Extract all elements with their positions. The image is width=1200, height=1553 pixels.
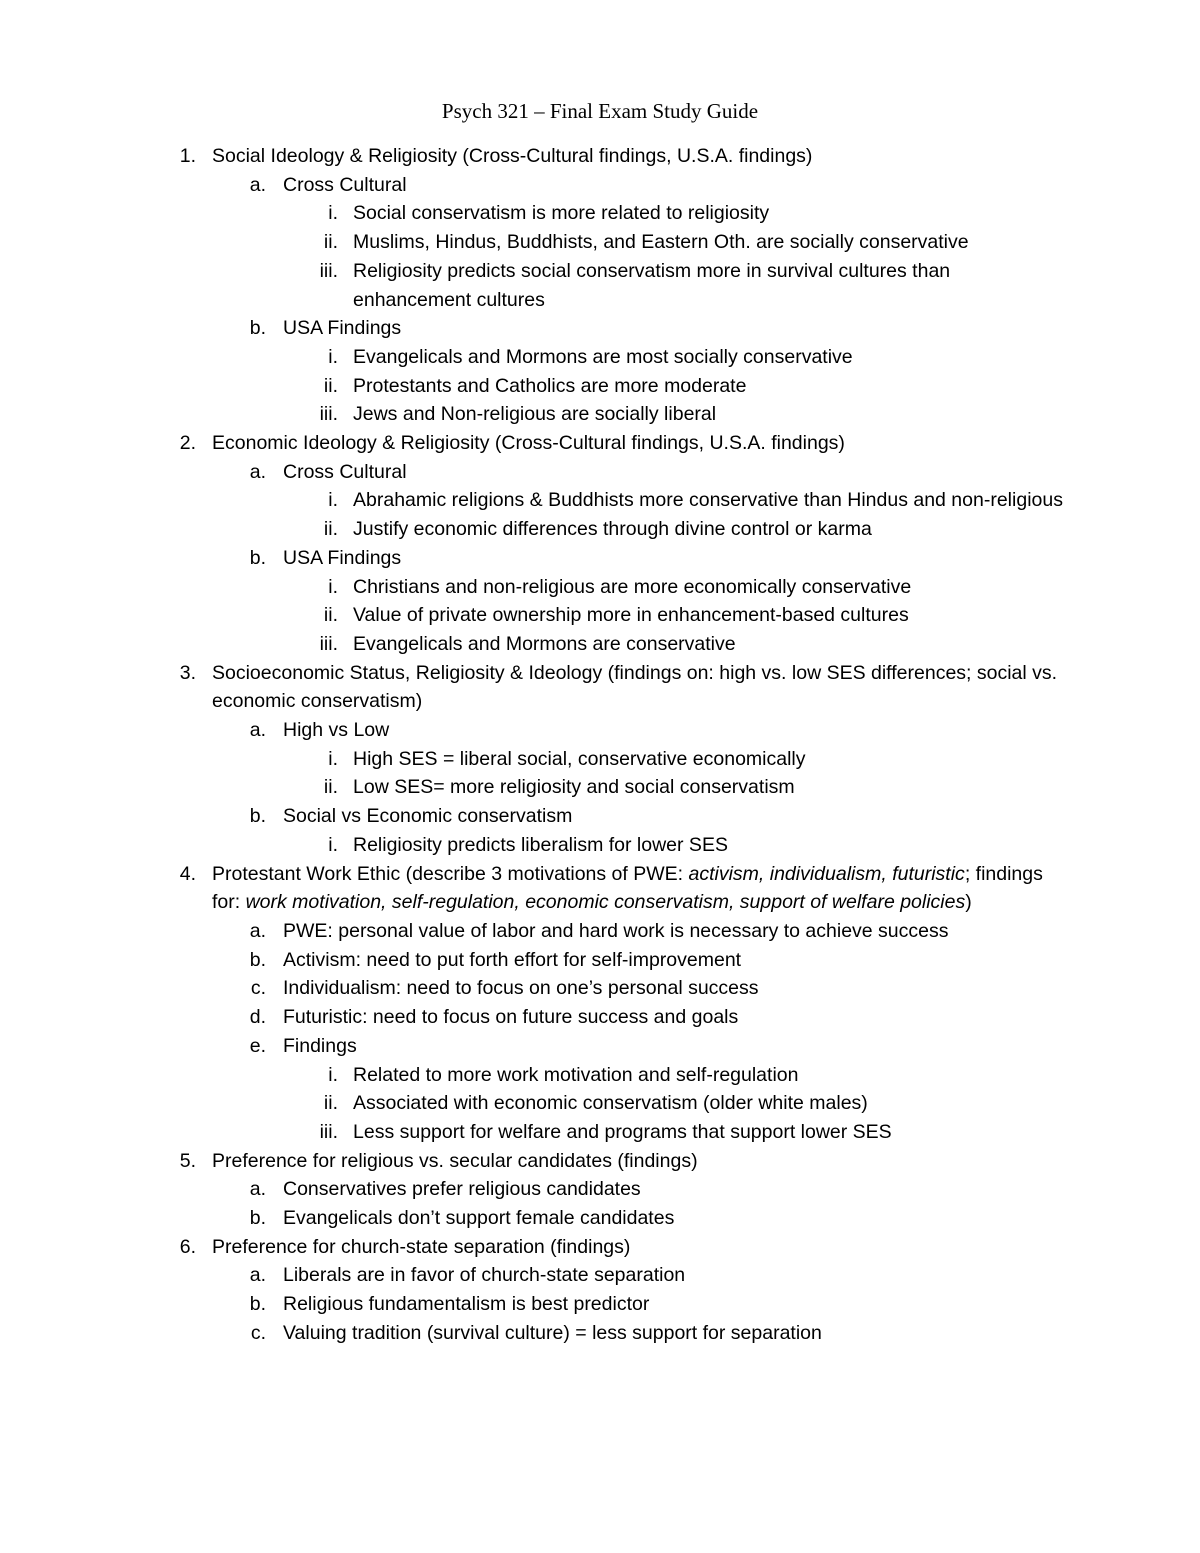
- item-label: Conservatives prefer religious candidates: [283, 1178, 641, 1201]
- list-marker: ii.: [323, 518, 338, 541]
- item-text: Christians and non-religious are more economically conservative: [353, 575, 912, 598]
- list-item: [0, 199, 1200, 228]
- list-marker: i.: [328, 833, 338, 856]
- list-item: [0, 917, 1200, 946]
- list-marker: ii.: [323, 604, 338, 627]
- section-heading: Social Ideology & Religiosity (Cross-Cultural findings, U.S.A. findings): [212, 145, 813, 167]
- list-marker: b.: [249, 805, 266, 828]
- item-text: Low SES= more religiosity and social conservatism: [353, 776, 795, 799]
- item-text: Abrahamic religions & Buddhists more conservative than Hindus and non-religious: [353, 489, 1063, 512]
- item-label: Individualism: need to focus on one’s personal success: [283, 977, 759, 1000]
- list-marker: i.: [328, 575, 338, 598]
- list-marker: b.: [249, 1207, 266, 1230]
- list-item: [0, 486, 1200, 515]
- item-label: Activism: need to put forth effort for self-improvement: [283, 948, 742, 971]
- item-label: Evangelicals don’t support female candidates: [283, 1207, 675, 1230]
- list-marker: i.: [328, 202, 338, 225]
- list-item: [0, 745, 1200, 774]
- list-marker: iii.: [319, 403, 338, 426]
- list-marker: iii.: [319, 632, 338, 655]
- list-marker: c.: [250, 1321, 266, 1344]
- list-item: [0, 802, 1200, 831]
- section-heading: [212, 860, 1072, 917]
- item-label: High vs Low: [283, 719, 390, 742]
- item-text: Religiosity predicts social conservatism more in survival cultures than enhancement cultures: [353, 259, 951, 311]
- item-text: Social conservatism is more related to religiosity: [353, 202, 770, 225]
- list-marker: b.: [249, 948, 266, 971]
- list-marker: b.: [249, 1293, 266, 1316]
- list-marker: i.: [328, 345, 338, 368]
- list-item: [0, 573, 1200, 602]
- list-item: [0, 716, 1200, 745]
- list-marker: ii.: [323, 374, 338, 397]
- list-marker: 1.: [179, 145, 196, 167]
- item-text: Justify economic differences through divine control or karma: [353, 518, 872, 541]
- heading-italic-findings: work motivation, self-regulation, economic conservatism, support of welfare policies: [245, 891, 966, 914]
- item-text: High SES = liberal social, conservative economically: [353, 747, 806, 770]
- list-marker: e.: [249, 1034, 266, 1057]
- list-marker: i.: [328, 1063, 338, 1086]
- section-heading: Socioeconomic Status, Religiosity & Ideology (findings on: high vs. low SES differences; social vs. economic conservatism): [212, 661, 1058, 713]
- list-marker: 6.: [179, 1235, 196, 1258]
- list-marker: i.: [328, 489, 338, 512]
- item-label: Social vs Economic conservatism: [283, 805, 573, 828]
- section-2: [0, 429, 1200, 458]
- item-text: Jews and Non-religious are socially liberal: [353, 403, 717, 426]
- item-label: Valuing tradition (survival culture) = less support for separation: [283, 1321, 822, 1344]
- item-text: Associated with economic conservatism (older white males): [353, 1092, 868, 1115]
- list-item: [0, 257, 1200, 314]
- item-text: Protestants and Catholics are more moderate: [353, 374, 747, 397]
- item-text: Less support for welfare and programs that support lower SES: [353, 1120, 892, 1143]
- list-marker: a.: [249, 1178, 266, 1201]
- item-label: Futuristic: need to focus on future success and goals: [283, 1006, 739, 1029]
- list-marker: 2.: [179, 432, 196, 455]
- list-marker: ii.: [323, 1092, 338, 1115]
- list-item: [0, 1061, 1200, 1090]
- list-item: [0, 773, 1200, 802]
- item-label: Cross Cultural: [283, 460, 407, 483]
- list-item: [0, 228, 1200, 257]
- item-label: Liberals are in favor of church-state separation: [283, 1264, 686, 1287]
- list-marker: b.: [249, 546, 266, 569]
- list-marker: 3.: [179, 661, 196, 684]
- list-item: [0, 1204, 1200, 1233]
- list-item: [0, 544, 1200, 573]
- item-text: Evangelicals and Mormons are conservative: [353, 632, 736, 655]
- list-marker: a.: [249, 460, 266, 483]
- section-1: [0, 142, 1200, 171]
- list-item: [0, 1003, 1200, 1032]
- list-item: [0, 601, 1200, 630]
- list-item: [0, 831, 1200, 860]
- item-label: PWE: personal value of labor and hard work is necessary to achieve success: [283, 919, 949, 942]
- section-5: [0, 1147, 1200, 1176]
- list-marker: a.: [249, 719, 266, 742]
- section-4: [0, 860, 1200, 917]
- list-marker: d.: [249, 1006, 266, 1029]
- list-item: [0, 171, 1200, 200]
- list-marker: ii.: [323, 231, 338, 254]
- section-heading: Preference for church-state separation (findings): [212, 1235, 631, 1258]
- list-item: [0, 1290, 1200, 1319]
- heading-text: ; findings for:: [212, 862, 1043, 914]
- item-label: USA Findings: [283, 546, 402, 569]
- list-item: [0, 372, 1200, 401]
- list-item: [0, 343, 1200, 372]
- item-text: Muslims, Hindus, Buddhists, and Eastern Oth. are socially conservative: [353, 231, 969, 254]
- item-label: USA Findings: [283, 317, 402, 340]
- heading-text: Protestant Work Ethic (describe 3 motivations of PWE:: [212, 862, 689, 885]
- item-text: Related to more work motivation and self-regulation: [353, 1063, 799, 1086]
- section-heading: Economic Ideology & Religiosity (Cross-Cultural findings, U.S.A. findings): [212, 432, 845, 455]
- list-item: [0, 1089, 1200, 1118]
- list-item: [0, 946, 1200, 975]
- list-item: [0, 314, 1200, 343]
- list-item: [0, 974, 1200, 1003]
- item-text: Value of private ownership more in enhancement-based cultures: [353, 604, 909, 627]
- item-label: Cross Cultural: [283, 173, 407, 196]
- list-item: [0, 1032, 1200, 1061]
- list-marker: 5.: [179, 1149, 196, 1172]
- section-3: [0, 659, 1200, 716]
- list-item: [0, 630, 1200, 659]
- heading-italic-motivations: activism, individualism, futuristic: [688, 862, 965, 885]
- list-item: [0, 1175, 1200, 1204]
- heading-text: ): [965, 891, 972, 914]
- list-marker: a.: [249, 919, 266, 942]
- list-item: [0, 1319, 1200, 1348]
- list-marker: iii.: [319, 259, 338, 282]
- list-item: [0, 515, 1200, 544]
- list-marker: c.: [250, 977, 266, 1000]
- list-item: [0, 458, 1200, 487]
- list-marker: a.: [249, 173, 266, 196]
- list-item: [0, 1118, 1200, 1147]
- item-label: Findings: [283, 1034, 357, 1057]
- list-marker: ii.: [323, 776, 338, 799]
- section-6: [0, 1233, 1200, 1262]
- page-title: Psych 321 – Final Exam Study Guide: [441, 99, 759, 123]
- list-item: [0, 400, 1200, 429]
- list-marker: i.: [328, 747, 338, 770]
- item-text: Evangelicals and Mormons are most socially conservative: [353, 345, 853, 368]
- list-marker: b.: [249, 317, 266, 340]
- item-label: Religious fundamentalism is best predictor: [283, 1293, 650, 1316]
- list-marker: 4.: [179, 862, 196, 885]
- list-item: [0, 1261, 1200, 1290]
- list-marker: a.: [249, 1264, 266, 1287]
- study-guide-outline: [0, 142, 1200, 1348]
- item-text: Religiosity predicts liberalism for lower SES: [353, 833, 728, 856]
- list-marker: iii.: [319, 1120, 338, 1143]
- section-heading: Preference for religious vs. secular candidates (findings): [212, 1149, 698, 1172]
